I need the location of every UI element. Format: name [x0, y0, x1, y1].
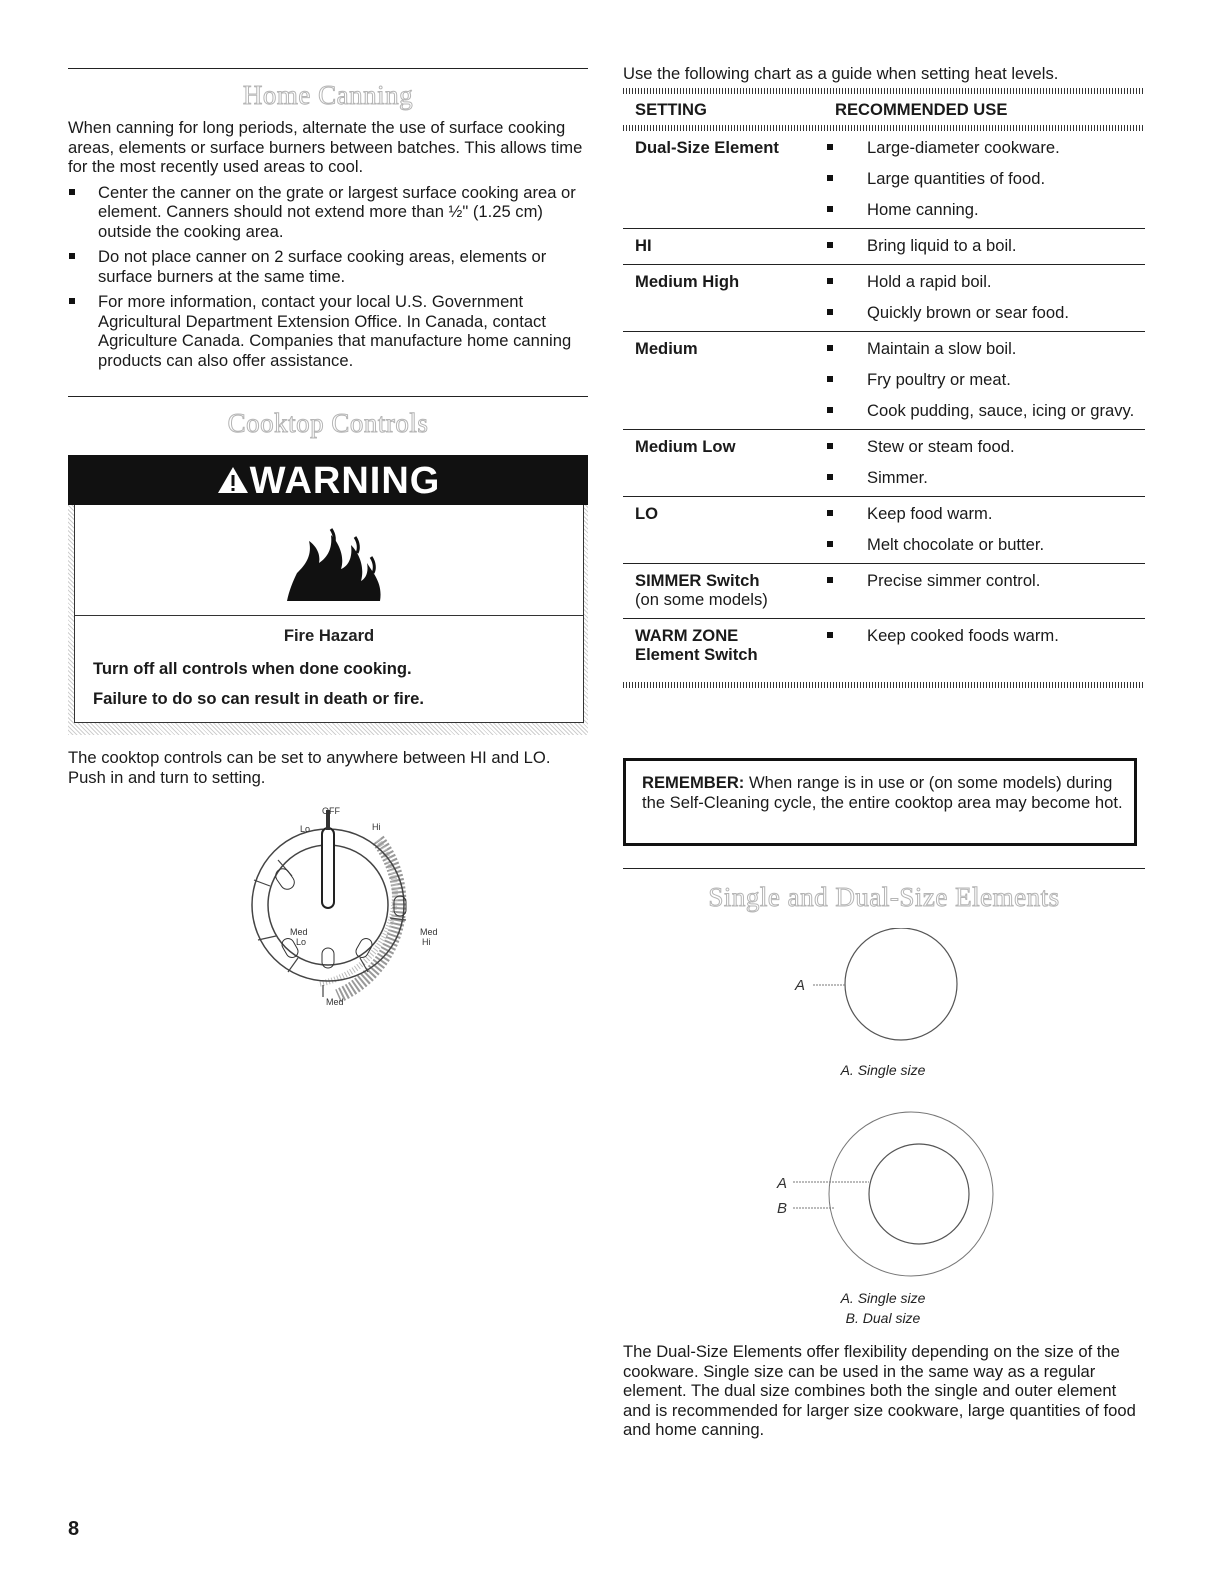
- warning-triangle-icon: [216, 457, 250, 509]
- knob-pointer: [322, 828, 334, 908]
- row-use: Large-diameter cookware.: [825, 138, 1145, 157]
- single-element-figure: [783, 928, 983, 1058]
- table-row: [623, 131, 1145, 229]
- row-use: Melt chocolate or butter.: [825, 535, 1145, 554]
- fig2-label-a: A: [777, 1175, 788, 1192]
- remember-label: REMEMBER:: [642, 773, 745, 792]
- row-use: Keep cooked foods warm.: [825, 626, 1145, 645]
- single-element-ring: [845, 928, 957, 1040]
- section-rule: [68, 396, 588, 397]
- row-setting: HI: [635, 236, 652, 255]
- knob-label-lo: Lo: [300, 824, 311, 834]
- chart-intro: Use the following chart as a guide when setting heat levels.: [623, 64, 1059, 83]
- warning-hazard: Fire Hazard: [283, 626, 375, 645]
- row-setting: Medium High: [635, 272, 740, 291]
- cooktop-controls-heading: Cooktop Controls: [227, 408, 429, 438]
- row-use: Simmer.: [825, 468, 1145, 487]
- table-row: [623, 265, 1145, 332]
- fig1-caption: A. Single size: [840, 1062, 926, 1078]
- warning-text-panel: [74, 615, 584, 723]
- knob-label-medhi-2: Hi: [422, 937, 431, 947]
- row-use: Fry poultry or meat.: [825, 370, 1145, 389]
- control-knob-figure: [218, 800, 458, 1020]
- fig2-caption-a: A. Single size: [840, 1290, 926, 1306]
- knob-label-medlo: Med: [290, 927, 308, 937]
- row-use: Cook pudding, sauce, icing or gravy.: [825, 401, 1145, 420]
- row-use: Keep food warm.: [825, 504, 1145, 523]
- home-canning-bullets: [68, 183, 588, 371]
- row-use: Precise simmer control.: [825, 571, 1145, 590]
- row-use: Bring liquid to a boil.: [825, 236, 1145, 255]
- row-setting: LO: [635, 504, 659, 523]
- heat-settings-table: [623, 88, 1145, 688]
- warning-line-1: Turn off all controls when done cooking.: [93, 659, 412, 678]
- list-item: For more information, contact your local U.S. Government Agricultural Department Extension Office. In Canada, contact Agriculture Canada. Companies that manufacture home canning products can also offer assistance.: [68, 292, 588, 370]
- row-setting: WARM ZONE Element Switch: [635, 626, 758, 664]
- knob-label-medlo-2: Lo: [296, 937, 307, 947]
- fig1-label-a: A: [795, 977, 806, 994]
- row-setting: Medium Low: [635, 437, 736, 456]
- fig2-caption-b: B. Dual size: [845, 1310, 921, 1326]
- row-use: Maintain a slow boil.: [825, 339, 1145, 358]
- row-setting: Dual-Size Element: [635, 138, 779, 157]
- table-header: [623, 94, 1145, 125]
- remember-text: When range is in use or (on some models) during the Self-Cleaning cycle, the entire cooktop area may become hot.: [642, 773, 1123, 812]
- elements-heading: Single and Dual-Size Elements: [708, 882, 1060, 912]
- table-row: [623, 619, 1145, 682]
- row-use: Large quantities of food.: [825, 169, 1145, 188]
- section-rule: [623, 868, 1145, 869]
- knob-label-medhi: Med: [420, 927, 438, 937]
- table-row: [623, 430, 1145, 497]
- knob-label-off: OFF: [322, 806, 340, 816]
- table-bottom-rule: [623, 682, 1145, 688]
- fire-icon: [285, 523, 385, 608]
- fig2-label-b: B: [777, 1200, 788, 1217]
- knob-label-hi: Hi: [372, 822, 381, 832]
- table-row: [623, 564, 1145, 619]
- single-element-inner-ring: [869, 1144, 969, 1244]
- list-item: Do not place canner on 2 surface cooking areas, elements or surface burners at the same time.: [68, 247, 588, 286]
- row-setting: SIMMER Switch: [635, 571, 760, 590]
- warning-box: [68, 455, 588, 735]
- row-use: Hold a rapid boil.: [825, 272, 1145, 291]
- row-use: Home canning.: [825, 200, 1145, 219]
- fig2-caption: [773, 1288, 993, 1328]
- controls-body: The cooktop controls can be set to anywhere between HI and LO. Push in and turn to setting.: [68, 748, 551, 787]
- table-row: [623, 497, 1145, 564]
- home-canning-intro: When canning for long periods, alternate the use of surface cooking areas, elements or surface burners between batches. This allows time for the most recently used areas to cool.: [68, 118, 583, 176]
- header-recommended-use: RECOMMENDED USE: [835, 100, 1008, 119]
- home-canning-section: [68, 118, 588, 370]
- dual-element-figure: [763, 1108, 1003, 1283]
- elements-body: The Dual-Size Elements offer flexibility depending on the size of the cookware. Single size can be used in the same way as a regular element. The dual size combines both the single and outer element and is recommended for larger size cookware, large quantities of food and home canning.: [623, 1342, 1136, 1439]
- knob-label-med: Med: [326, 997, 344, 1007]
- remember-callout: [623, 758, 1137, 846]
- row-use: Quickly brown or sear food.: [825, 303, 1145, 322]
- warning-title: WARNING: [249, 460, 441, 502]
- section-rule: [68, 68, 588, 69]
- row-setting: Medium: [635, 339, 698, 358]
- header-setting: SETTING: [635, 100, 707, 119]
- table-row: [623, 229, 1145, 265]
- row-setting-note: (on some models): [635, 590, 768, 609]
- page-number: 8: [68, 1518, 80, 1540]
- row-use: Stew or steam food.: [825, 437, 1145, 456]
- table-row: [623, 332, 1145, 430]
- home-canning-heading: Home Canning: [242, 80, 414, 110]
- list-item: Center the canner on the grate or largest surface cooking area or element. Canners should not extend more than ½" (1.25 cm) outside the cooking area.: [68, 183, 588, 242]
- warning-banner: [68, 455, 588, 505]
- warning-line-2: Failure to do so can result in death or fire.: [93, 689, 425, 708]
